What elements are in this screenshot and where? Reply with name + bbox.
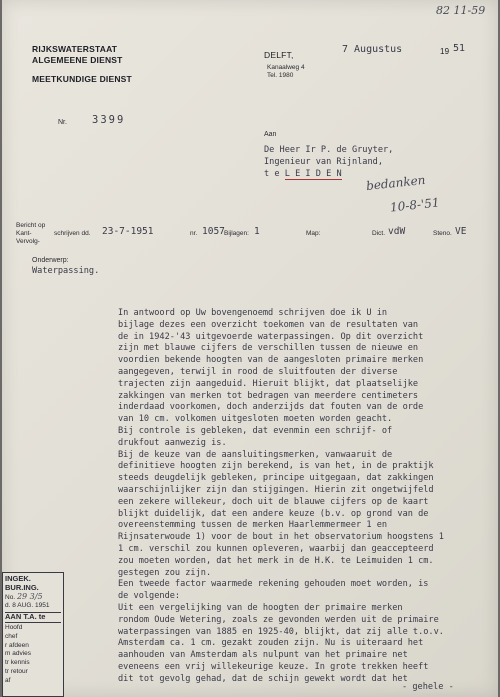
body-line: 1 cm. verschil zou kunnen opleveren, waarbij dan geaccepteerd xyxy=(118,543,434,554)
ref-map-label: Map: xyxy=(306,230,321,237)
body-line: eveneens een vrij willekeurige keuze. In grote trekken heeft xyxy=(118,661,429,672)
ref-bijlagen-value: 1 xyxy=(254,226,260,237)
body-line: de volgende: xyxy=(118,591,181,602)
recipient-role: Ingenieur van Rijnland, xyxy=(264,156,383,167)
address-block xyxy=(264,50,305,80)
stamp-line: m advies xyxy=(5,650,32,658)
body-line: bijlage dezes een overzicht toekomen van de resultaten van xyxy=(118,319,419,330)
body-line: zakkingen van merken tot bedragen van meerdere centimeters xyxy=(118,390,419,401)
ref-label-bericht: Bericht op xyxy=(16,222,46,229)
date-year-prefix: 19 xyxy=(440,47,450,56)
body-line: een zekere willekeur, doch uit de blauwe cijfers op de kaart xyxy=(118,496,429,507)
date-year: 51 xyxy=(453,43,466,54)
body-line: Uit een vergelijking van de hoogten der primaire merken xyxy=(118,602,403,613)
address-street: Kanaalweg 4 xyxy=(267,64,305,71)
body-line: steeds deugdelijk gebleken, principe uitgegaan, dat zakkingen xyxy=(118,473,434,484)
body-line: Rijnsaterwoude 1) voor de bout in het observatorium hoogstens 1 xyxy=(118,532,444,543)
body-line: zou moeten worden, dat het merk in de H.K. te Leimuiden 1 cm. xyxy=(118,555,434,566)
recipient-aan: Aan xyxy=(264,131,277,138)
body-line: inderdaad voorkomen, doch anderzijds dat fouten van de orde xyxy=(118,402,424,413)
body-line: Amsterdam ca. 1 cm. gezakt zouden zijn. Nu is uiteraard het xyxy=(118,638,424,649)
body-line: trajecten zijn aangeduid. Hieruit blijkt, dat plaatselijke xyxy=(118,378,419,389)
stamp-aan: AAN T.A. te xyxy=(5,612,61,623)
ref-label-vervolg: Vervolg- xyxy=(16,238,40,245)
body-line: zijn met blauwe cijfers de verschillen tussen de nieuwe en xyxy=(118,343,419,354)
body-line: gestegen zou zijn. xyxy=(118,567,212,578)
letterhead-service: ALGEMEENE DIENST xyxy=(32,55,123,65)
body-line: dit tot gevolg gehad, dat de schijn gewekt wordt dat het xyxy=(118,673,408,684)
body-line: drukfout aanwezig is. xyxy=(118,437,227,448)
body-line: aanhouden van Amsterdam als nulpunt van het primaire net xyxy=(118,650,408,661)
body-line: waterpassingen van 1885 en 1925-40, blijkt, dat zij alle t.o.v. xyxy=(118,626,444,637)
subject-label: Onderwerp: xyxy=(32,257,69,264)
body-line: Bij de keuze van de aansluitingsmerken, vanwaaruit de xyxy=(118,449,393,460)
ref-nr-label: nr. xyxy=(190,230,198,237)
letterhead-department: MEETKUNDIGE DIENST xyxy=(32,74,132,84)
address-city: DELFT, xyxy=(264,50,294,60)
ref-steno-value: VE xyxy=(455,226,467,237)
date-day-month: 7 Augustus xyxy=(342,44,403,55)
ref-dict-label: Dict. xyxy=(372,230,385,237)
stamp-line: tr kennis xyxy=(5,659,30,667)
stamp-line: Hoofd xyxy=(5,623,23,631)
recipient-name: De Heer Ir P. de Gruyter, xyxy=(264,145,394,155)
body-line: overeenstemming tussen de merken Haarlemmermeer 1 en xyxy=(118,520,388,531)
body-line: blijkt duidelijk, dat een andere keuze (b.v. op grond van de xyxy=(118,508,429,519)
ref-bijlagen-label: Bijlagen: xyxy=(224,230,249,237)
number-label: Nr. xyxy=(58,119,67,126)
ref-steno-label: Steno. xyxy=(433,230,452,237)
body-line: definitieve hoogten zijn berekend, is van het, in de praktijk xyxy=(118,461,434,472)
stamp-no-label: No. xyxy=(5,593,16,601)
document-page xyxy=(2,0,498,697)
handwritten-note-date: 10-8-'51 xyxy=(389,195,441,215)
address-tel: Tel. 1980 xyxy=(267,72,294,79)
body-line: van 10 cm. volkomen uitgesloten moeten worden geacht. xyxy=(118,414,393,425)
ref-schrijven-value: 23-7-1951 xyxy=(102,226,154,237)
number-value: 3399 xyxy=(92,114,126,126)
corner-note: 82 11-59 xyxy=(436,4,486,17)
recipient-place: L E I D E N xyxy=(284,168,342,179)
body-line: de in 1942-'43 uitgevoerde waterpassingen. Op dit overzicht xyxy=(118,331,424,342)
body-line: aangegeven, terwijl in rood de sluitfouten der diverse xyxy=(118,366,398,377)
stamp-no-value: 29 3/5 xyxy=(16,591,43,601)
body-line: Een tweede factor waarmede rekening gehouden moet worden, is xyxy=(118,579,429,590)
ref-nr-value: 1057 xyxy=(202,226,225,237)
received-stamp xyxy=(2,572,64,697)
page-footer: - gehele - xyxy=(402,682,454,692)
body-line: voordien bekende hoogten van de aangesloten primaire merken xyxy=(118,355,424,366)
stamp-title: INGEK. BUR.ING. xyxy=(5,574,39,592)
stamp-number-row xyxy=(5,593,61,603)
body-line: In antwoord op Uw bovengenoemd schrijven doe ik U in xyxy=(118,308,388,318)
stamp-date-value: 8 AUG. 1951 xyxy=(12,602,50,610)
ref-dict-value: vdW xyxy=(388,226,406,237)
stamp-line: r afdeen xyxy=(5,641,29,649)
ref-labels xyxy=(16,222,45,246)
recipient-place-prefix: t e xyxy=(264,168,280,179)
ref-label-kant: Kant- xyxy=(16,230,32,237)
stamp-line: tr retour xyxy=(5,667,28,675)
stamp-line: chef xyxy=(5,632,18,640)
letter-body xyxy=(118,308,474,686)
stamp-date-label: d. xyxy=(5,602,11,610)
letterhead-org: RIJKSWATERSTAAT xyxy=(32,44,118,54)
ref-schrijven-label: schrijven dd. xyxy=(54,230,91,237)
handwritten-note-word: bedanken xyxy=(365,172,427,194)
subject-value: Waterpassing. xyxy=(32,266,100,276)
recipient-block xyxy=(264,145,393,180)
body-line: rondom Oude Wetering, zoals ze gevonden werden uit de primaire xyxy=(118,614,439,625)
letterhead xyxy=(32,44,132,85)
stamp-date-row xyxy=(5,602,61,611)
stamp-line: af xyxy=(5,676,11,684)
body-line: Bij controle is gebleken, dat evenmin een schrijf- of xyxy=(118,425,393,436)
body-line: waarschijnlijker zijn dan stijgingen. Hierin zit ongetwijfeld xyxy=(118,484,434,495)
